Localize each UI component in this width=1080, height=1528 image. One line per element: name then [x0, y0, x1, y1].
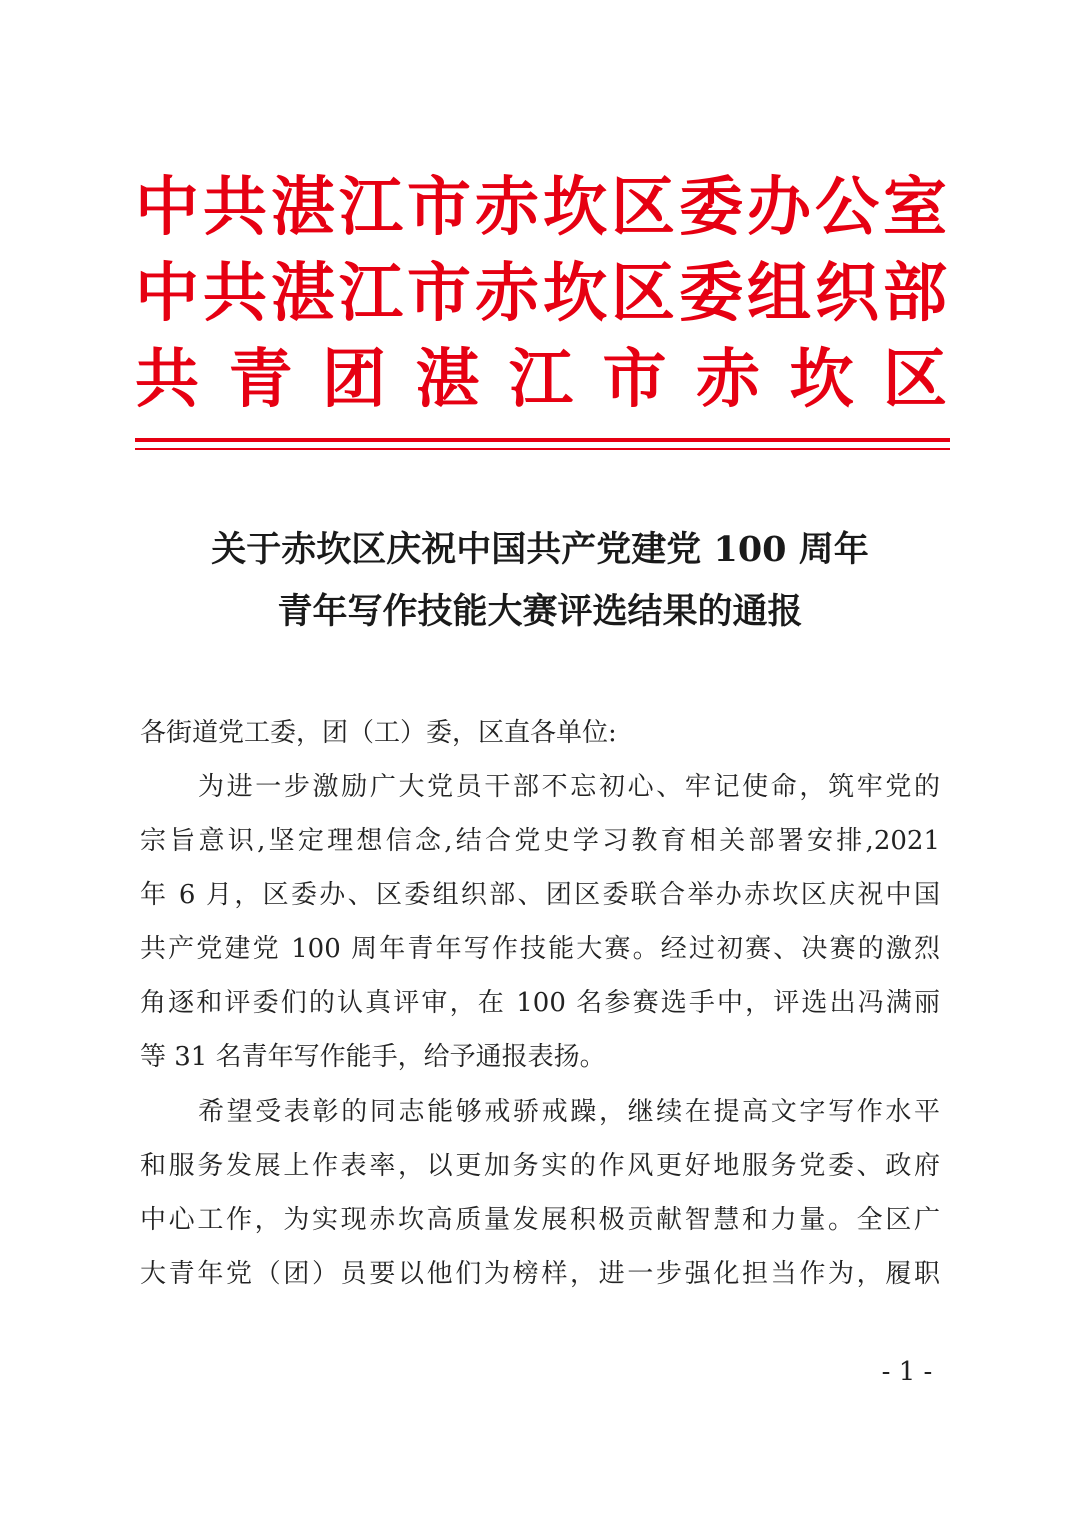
- header-divider-thick: [135, 438, 950, 442]
- body-paragraph-1: [140, 760, 940, 1084]
- page-number: - 1 -: [881, 1357, 933, 1387]
- issuing-org-3: 共青团湛江市赤坎区: [135, 343, 947, 417]
- body-paragraph-2: [140, 1085, 940, 1301]
- paragraph-line: 和服务发展上作表率，以更加务实的作风更好地服务党委、政府: [140, 1151, 940, 1181]
- document-title-line-1: 关于赤坎区庆祝中国共产党建党 100 周年: [211, 529, 869, 570]
- paragraph-line: 中心工作，为实现赤坎高质量发展积极贡献智慧和力量。全区广: [140, 1205, 940, 1235]
- paragraph-line: 宗旨意识,坚定理想信念,结合党史学习教育相关部署安排,2021: [140, 826, 940, 856]
- paragraph-line: 大青年党（团）员要以他们为榜样，进一步强化担当作为，履职: [140, 1259, 940, 1289]
- paragraph-line: 为进一步激励广大党员干部不忘初心、牢记使命，筑牢党的: [198, 772, 940, 802]
- paragraph-line: 角逐和评委们的认真评审，在 100 名参赛选手中，评选出冯满丽: [140, 988, 940, 1018]
- paragraph-line: 共产党建党 100 周年青年写作技能大赛。经过初赛、决赛的激烈: [140, 934, 940, 964]
- paragraph-line: 等 31 名青年写作能手，给予通报表扬。: [140, 1042, 606, 1072]
- issuing-org-1: 中共湛江市赤坎区委办公室: [135, 171, 947, 245]
- issuing-org-2: 中共湛江市赤坎区委组织部: [135, 257, 947, 331]
- header-divider-thin: [135, 448, 950, 450]
- salutation: 各街道党工委，团（工）委，区直各单位:: [140, 718, 617, 748]
- paragraph-line: 希望受表彰的同志能够戒骄戒躁，继续在提高文字写作水平: [198, 1097, 940, 1127]
- document-title-line-2: 青年写作技能大赛评选结果的通报: [277, 591, 803, 632]
- paragraph-line: 年 6 月，区委办、区委组织部、团区委联合举办赤坎区庆祝中国: [140, 880, 940, 910]
